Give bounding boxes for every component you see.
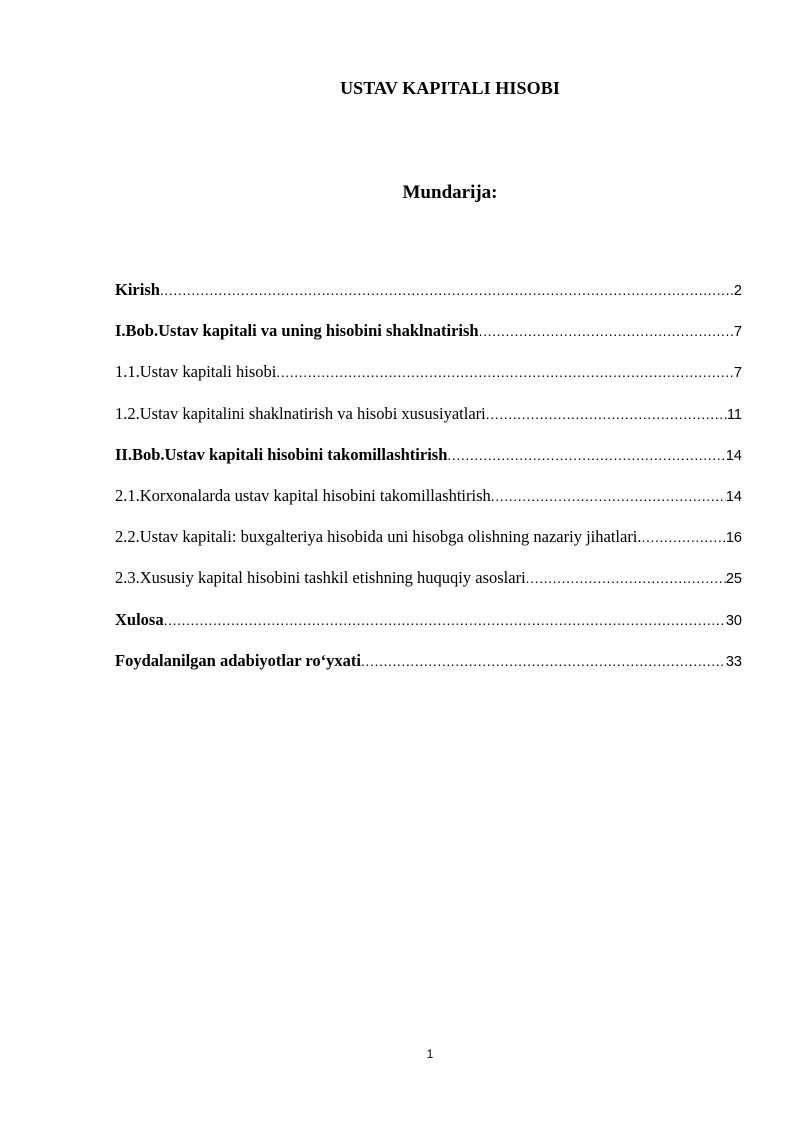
toc-entry-page: 2 (733, 283, 742, 299)
toc-entry[interactable] (115, 568, 742, 609)
toc-entry[interactable] (115, 486, 742, 527)
toc-entry-page: 33 (725, 653, 742, 670)
toc-entry-page: 25 (725, 571, 742, 588)
toc-entry[interactable] (115, 651, 742, 692)
toc-entry[interactable] (115, 280, 742, 321)
dot-leader (276, 364, 734, 380)
toc-entry-page: 14 (725, 447, 742, 464)
toc-entry-label: 1.2.Ustav kapitalini shaklnatirish va hisobi xususiyatlari (115, 403, 486, 423)
toc-entry-label: Kirish (115, 280, 160, 299)
toc-entry-page: 7 (733, 324, 742, 341)
dot-leader (361, 653, 726, 669)
toc-entry[interactable] (115, 362, 742, 403)
dot-leader (164, 612, 726, 628)
toc-entry-page: 14 (725, 488, 742, 505)
dot-leader (447, 447, 725, 463)
dot-leader (526, 570, 726, 586)
toc-entry-label: Xulosa (115, 609, 164, 629)
toc-entry[interactable] (115, 610, 742, 651)
toc-entry-page: 7 (733, 365, 742, 382)
toc-entry-page: 11 (726, 406, 742, 423)
dot-leader (486, 406, 727, 422)
toc-entry-label: Foydalanilgan adabiyotlar ro‘yxati (115, 650, 362, 670)
toc-heading: Mundarija: (402, 182, 498, 203)
table-of-contents (115, 280, 742, 692)
dot-leader (160, 282, 734, 298)
toc-entry-label: 2.2.Ustav kapitali: buxgalteriya hisobida uni hisobga olishning nazariy jihatlari. (115, 527, 642, 547)
toc-entry-label: II.Bob.Ustav kapitali hisobini takomillashtirish (115, 444, 448, 464)
toc-entry[interactable] (115, 445, 742, 486)
toc-entry-label: I.Bob.Ustav kapitali va uning hisobini shaklnatirish (115, 321, 479, 341)
toc-entry-page: 16 (725, 530, 742, 547)
toc-entry-label: 1.1.Ustav kapitali hisobi (115, 362, 277, 382)
toc-entry[interactable] (115, 404, 742, 445)
document-title: USTAV KAPITALI HISOBI (340, 78, 560, 98)
dot-leader (479, 323, 734, 339)
toc-entry-label: 2.3.Xususiy kapital hisobini tashkil etishning huquqiy asoslari (115, 568, 526, 588)
toc-entry[interactable] (115, 527, 742, 568)
page-number: 1 (426, 1047, 434, 1061)
toc-entry-label: 2.1.Korxonalarda ustav kapital hisobini takomillashtirish (115, 485, 491, 505)
toc-entry[interactable] (115, 321, 742, 362)
dot-leader (491, 488, 726, 504)
dot-leader (642, 529, 726, 545)
toc-entry-page: 30 (725, 612, 742, 629)
